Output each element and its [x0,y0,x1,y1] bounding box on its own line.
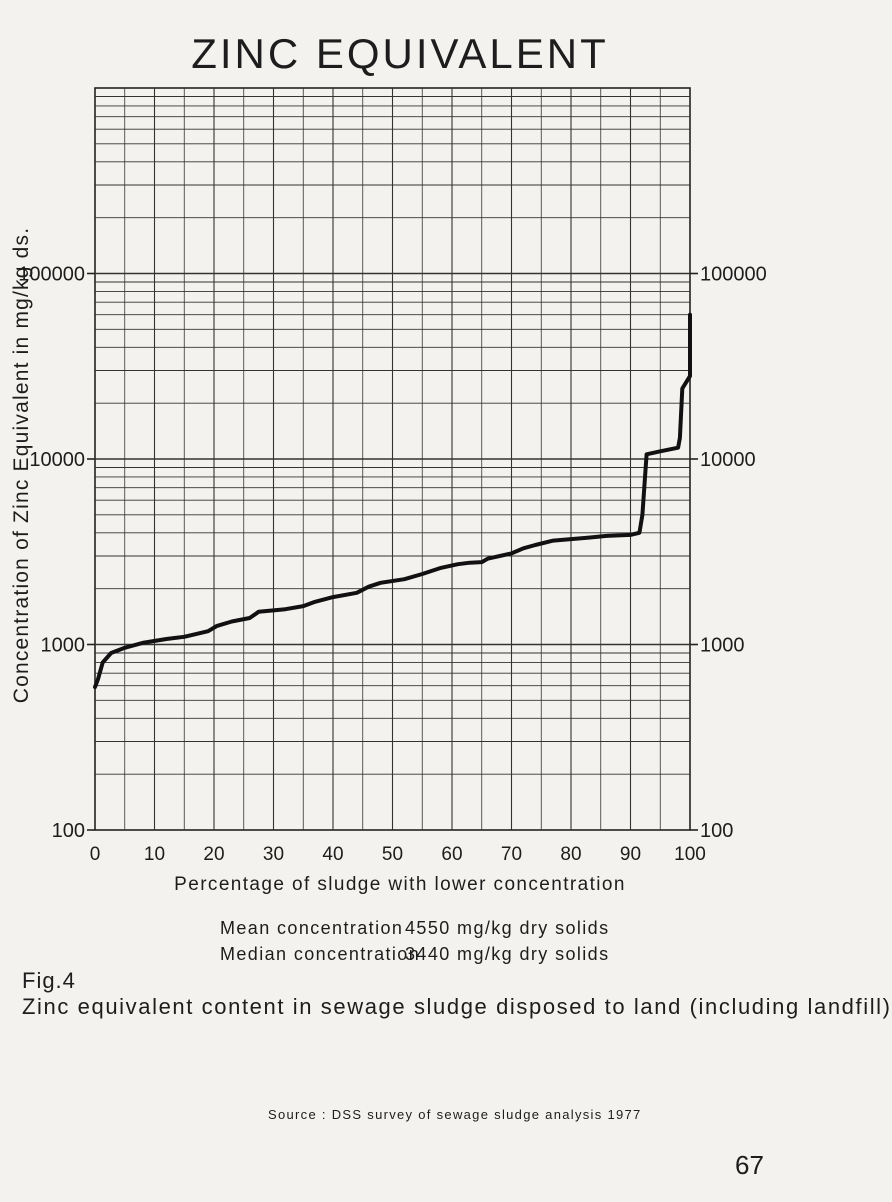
page-number: 67 [735,1150,764,1180]
x-tick-label: 90 [619,844,642,865]
y-tick-label-right: 100 [700,820,734,842]
median-value: 3440 mg/kg dry solids [405,944,610,964]
median-row [220,944,720,970]
x-tick-label: 30 [262,844,285,865]
x-tick-label: 40 [322,844,344,865]
page-title: ZINC EQUIVALENT [191,30,609,77]
x-tick-label: 70 [500,844,523,865]
y-tick-label-left: 1000 [40,634,85,657]
x-tick-label: 80 [560,844,582,865]
figure-number: Fig.4 [22,968,76,993]
mean-value: 4550 mg/kg dry solids [405,918,610,938]
chart-grid [87,88,698,830]
y-tick-label-right: 100000 [700,263,767,286]
y-tick-label-left: 100 [51,820,85,842]
mean-row [220,918,720,944]
x-tick-label: 20 [203,844,225,865]
y-tick-label-right: 10000 [700,449,756,471]
y-tick-label-left: 100000 [18,263,85,286]
source-note: Source : DSS survey of sewage sludge analysis 1977 [268,1107,642,1122]
y-axis-label: Concentration of Zinc Equivalent in mg/kg ds. [10,226,33,704]
x-tick-label: 50 [381,844,404,865]
median-label: Median concentration [220,944,421,964]
x-axis-label: Percentage of sludge with lower concentration [174,874,626,895]
figure-caption: Zinc equivalent content in sewage sludge disposed to land (including landfill) [22,994,892,1019]
x-tick-label: 60 [441,844,463,865]
x-tick-label: 0 [89,844,101,865]
x-tick-label: 10 [143,844,166,865]
y-tick-label-right: 1000 [700,634,745,657]
mean-label: Mean concentration [220,918,404,938]
statistics-block [220,918,720,970]
x-tick-label: 100 [674,844,706,865]
y-tick-label-left: 10000 [29,449,85,471]
